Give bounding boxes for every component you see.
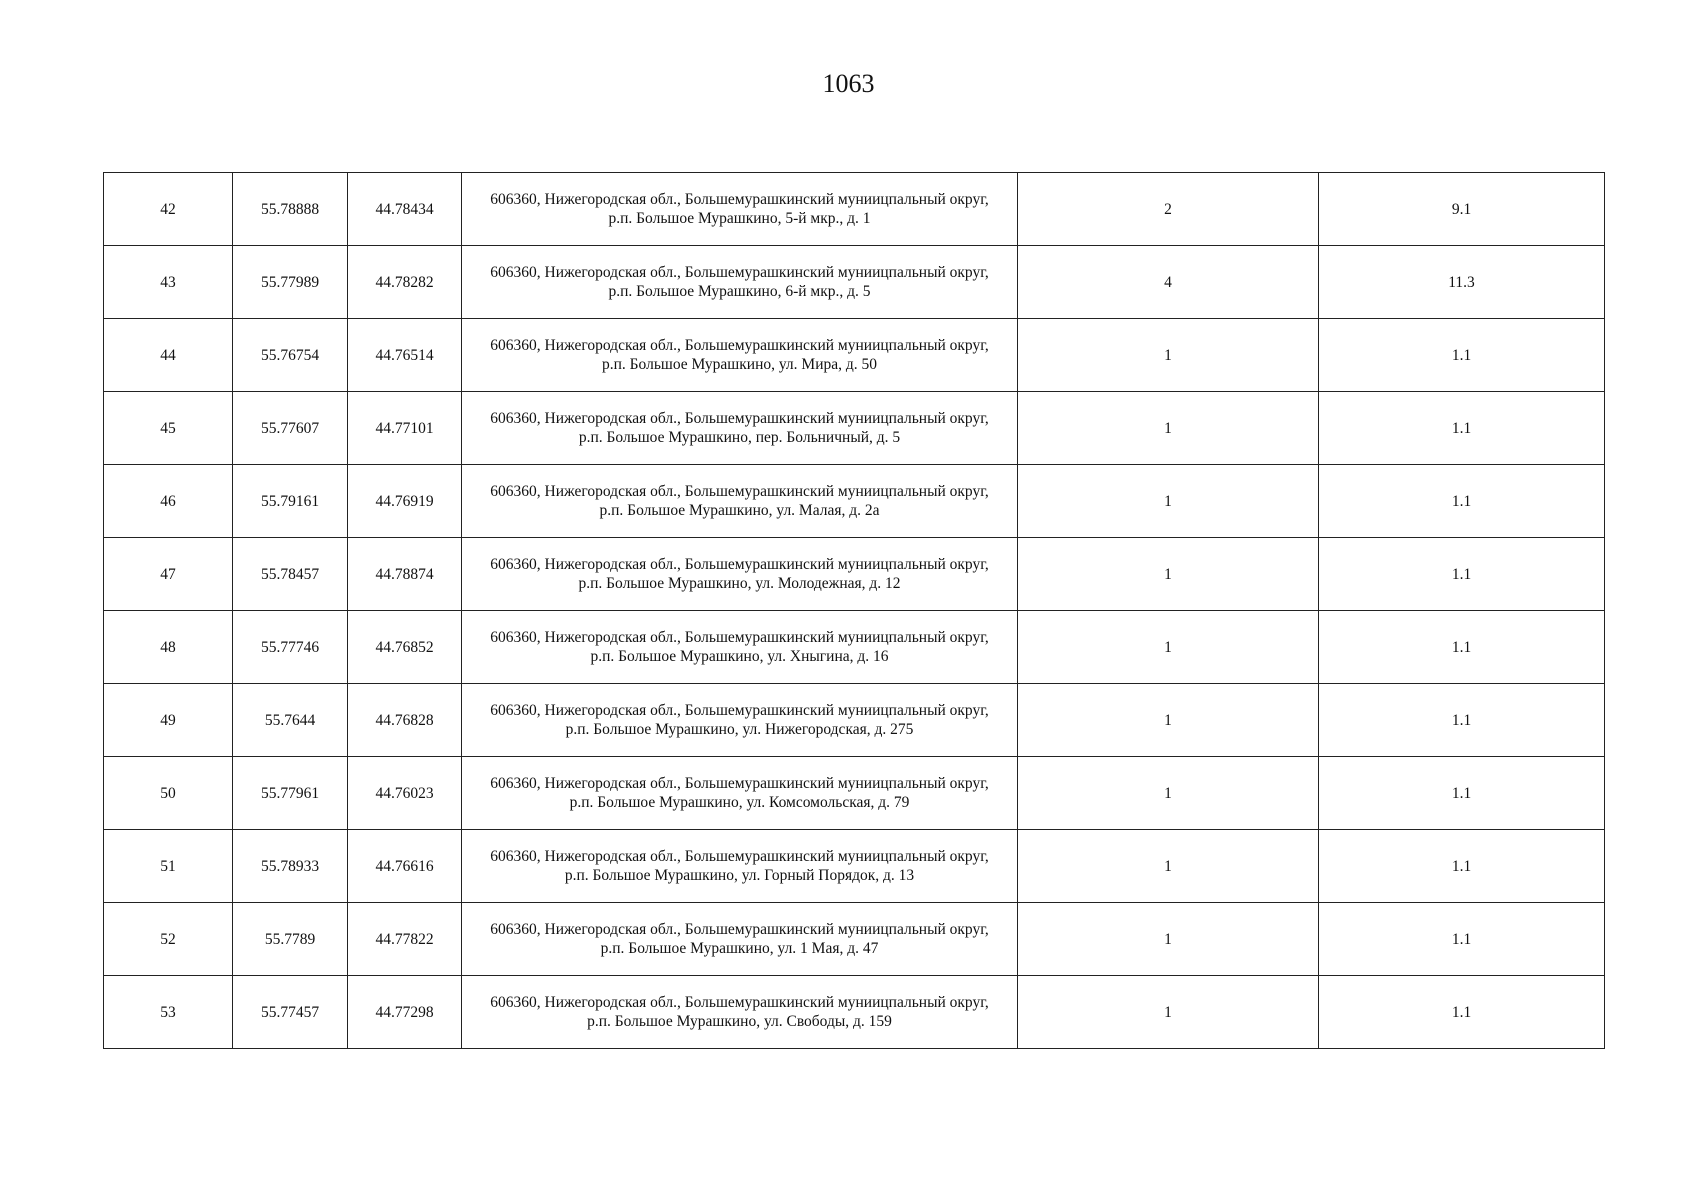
address-line-1: 606360, Нижегородская обл., Большемурашкинский муниицпальный округ, (490, 410, 989, 427)
cell-volume: 1.1 (1319, 465, 1605, 538)
table-row (104, 611, 1605, 684)
table-row (104, 757, 1605, 830)
cell-longitude: 44.76919 (348, 465, 462, 538)
cell-volume: 1.1 (1319, 684, 1605, 757)
cell-address (462, 173, 1018, 246)
cell-count: 1 (1018, 611, 1319, 684)
cell-row-number: 46 (104, 465, 233, 538)
address-line-2: р.п. Большое Мурашкино, ул. Нижегородская, д. 275 (565, 721, 914, 738)
cell-longitude: 44.76514 (348, 319, 462, 392)
cell-count: 1 (1018, 976, 1319, 1049)
address-line-2: р.п. Большое Мурашкино, ул. Молодежная, д. 12 (578, 575, 901, 592)
address-line-1: 606360, Нижегородская обл., Большемурашкинский муниицпальный округ, (490, 921, 989, 938)
cell-count: 4 (1018, 246, 1319, 319)
cell-address (462, 611, 1018, 684)
cell-count: 2 (1018, 173, 1319, 246)
cell-count: 1 (1018, 903, 1319, 976)
cell-count: 1 (1018, 319, 1319, 392)
cell-volume: 1.1 (1319, 903, 1605, 976)
cell-count: 1 (1018, 830, 1319, 903)
table-row (104, 830, 1605, 903)
address-line-2: р.п. Большое Мурашкино, ул. Комсомольская, д. 79 (569, 794, 910, 811)
address-line-1: 606360, Нижегородская обл., Большемурашкинский муниицпальный округ, (490, 775, 989, 792)
cell-row-number: 45 (104, 392, 233, 465)
cell-longitude: 44.77822 (348, 903, 462, 976)
cell-address (462, 903, 1018, 976)
cell-latitude: 55.77989 (233, 246, 348, 319)
cell-longitude: 44.76616 (348, 830, 462, 903)
cell-address (462, 684, 1018, 757)
cell-address (462, 246, 1018, 319)
table-row (104, 538, 1605, 611)
table-row (104, 903, 1605, 976)
cell-longitude: 44.76852 (348, 611, 462, 684)
cell-row-number: 48 (104, 611, 233, 684)
table-row (104, 465, 1605, 538)
address-line-2: р.п. Большое Мурашкино, пер. Больничный, д. 5 (578, 429, 901, 446)
address-line-2: р.п. Большое Мурашкино, ул. Хныгина, д. 16 (590, 648, 889, 665)
cell-latitude: 55.77961 (233, 757, 348, 830)
cell-longitude: 44.78874 (348, 538, 462, 611)
cell-latitude: 55.79161 (233, 465, 348, 538)
cell-latitude: 55.7644 (233, 684, 348, 757)
cell-address (462, 465, 1018, 538)
address-line-1: 606360, Нижегородская обл., Большемурашкинский муниицпальный округ, (490, 702, 989, 719)
cell-latitude: 55.78933 (233, 830, 348, 903)
table-row (104, 173, 1605, 246)
table-row (104, 319, 1605, 392)
table-row (104, 684, 1605, 757)
cell-volume: 11.3 (1319, 246, 1605, 319)
cell-volume: 1.1 (1319, 976, 1605, 1049)
cell-address (462, 538, 1018, 611)
address-line-1: 606360, Нижегородская обл., Большемурашкинский муниицпальный округ, (490, 994, 989, 1011)
cell-count: 1 (1018, 757, 1319, 830)
cell-longitude: 44.77101 (348, 392, 462, 465)
cell-volume: 1.1 (1319, 611, 1605, 684)
cell-address (462, 392, 1018, 465)
address-line-2: р.п. Большое Мурашкино, ул. Горный Порядок, д. 13 (564, 867, 915, 884)
address-line-1: 606360, Нижегородская обл., Большемурашкинский муниицпальный округ, (490, 848, 989, 865)
address-line-2: р.п. Большое Мурашкино, 6-й мкр., д. 5 (608, 283, 871, 300)
cell-latitude: 55.77607 (233, 392, 348, 465)
cell-address (462, 976, 1018, 1049)
table-row (104, 976, 1605, 1049)
table-row (104, 246, 1605, 319)
data-table (103, 172, 1605, 1049)
address-line-1: 606360, Нижегородская обл., Большемурашкинский муниицпальный округ, (490, 483, 989, 500)
cell-row-number: 52 (104, 903, 233, 976)
cell-volume: 1.1 (1319, 538, 1605, 611)
cell-row-number: 53 (104, 976, 233, 1049)
cell-longitude: 44.76828 (348, 684, 462, 757)
cell-latitude: 55.77746 (233, 611, 348, 684)
cell-volume: 1.1 (1319, 757, 1605, 830)
cell-volume: 1.1 (1319, 830, 1605, 903)
address-line-2: р.п. Большое Мурашкино, 5-й мкр., д. 1 (608, 210, 871, 227)
address-line-2: р.п. Большое Мурашкино, ул. Малая, д. 2а (599, 502, 880, 519)
table-row (104, 392, 1605, 465)
cell-longitude: 44.76023 (348, 757, 462, 830)
address-line-1: 606360, Нижегородская обл., Большемурашкинский муниицпальный округ, (490, 556, 989, 573)
cell-row-number: 42 (104, 173, 233, 246)
cell-longitude: 44.78434 (348, 173, 462, 246)
cell-row-number: 43 (104, 246, 233, 319)
cell-count: 1 (1018, 538, 1319, 611)
cell-row-number: 51 (104, 830, 233, 903)
address-line-1: 606360, Нижегородская обл., Большемурашкинский муниицпальный округ, (490, 629, 989, 646)
cell-latitude: 55.78457 (233, 538, 348, 611)
address-line-2: р.п. Большое Мурашкино, ул. Мира, д. 50 (601, 356, 878, 373)
cell-latitude: 55.78888 (233, 173, 348, 246)
cell-row-number: 49 (104, 684, 233, 757)
cell-address (462, 757, 1018, 830)
cell-latitude: 55.77457 (233, 976, 348, 1049)
cell-row-number: 44 (104, 319, 233, 392)
cell-longitude: 44.78282 (348, 246, 462, 319)
cell-volume: 1.1 (1319, 392, 1605, 465)
cell-latitude: 55.76754 (233, 319, 348, 392)
address-line-1: 606360, Нижегородская обл., Большемурашкинский муниицпальный округ, (490, 191, 989, 208)
cell-volume: 9.1 (1319, 173, 1605, 246)
address-line-2: р.п. Большое Мурашкино, ул. 1 Мая, д. 47 (600, 940, 879, 957)
cell-address (462, 319, 1018, 392)
cell-count: 1 (1018, 684, 1319, 757)
cell-row-number: 50 (104, 757, 233, 830)
cell-latitude: 55.7789 (233, 903, 348, 976)
address-line-1: 606360, Нижегородская обл., Большемурашкинский муниицпальный округ, (490, 337, 989, 354)
cell-row-number: 47 (104, 538, 233, 611)
cell-longitude: 44.77298 (348, 976, 462, 1049)
cell-volume: 1.1 (1319, 319, 1605, 392)
cell-count: 1 (1018, 465, 1319, 538)
cell-count: 1 (1018, 392, 1319, 465)
page-number: 1063 (822, 69, 875, 98)
address-line-2: р.п. Большое Мурашкино, ул. Свободы, д. 159 (587, 1013, 892, 1030)
address-line-1: 606360, Нижегородская обл., Большемурашкинский муниицпальный округ, (490, 264, 989, 281)
cell-address (462, 830, 1018, 903)
